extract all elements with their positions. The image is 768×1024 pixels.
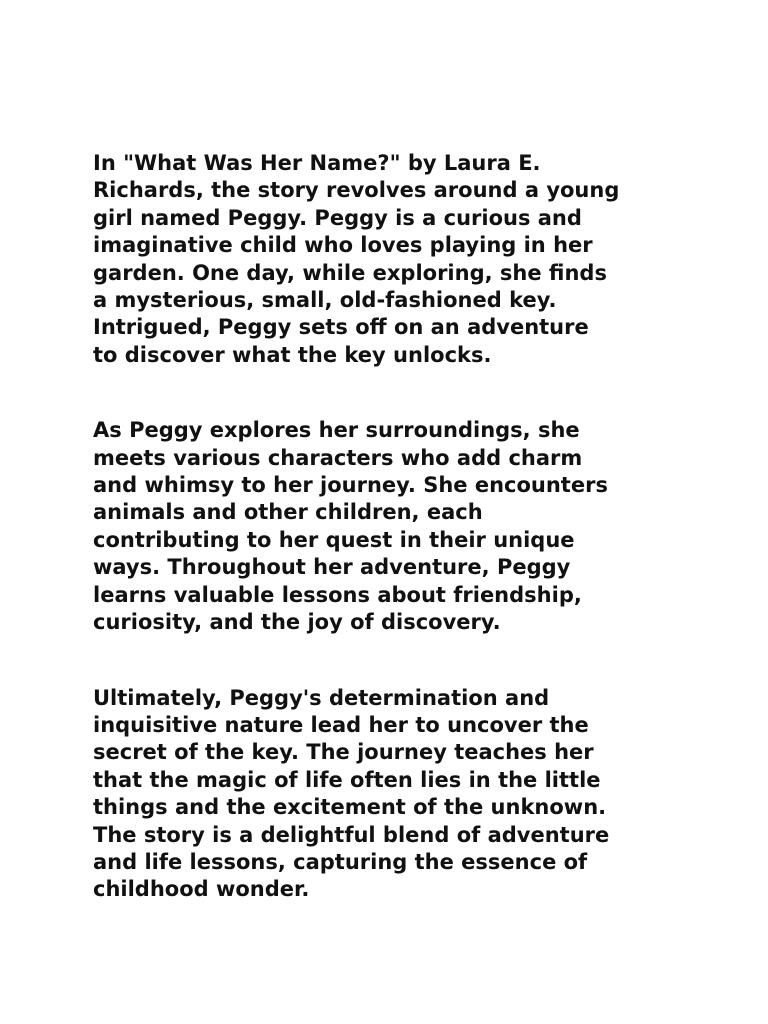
document-body [93, 150, 693, 904]
paragraph-conclusion: Ultimately, Peggy's determination and inquisitive nature lead her to uncover the secret of the key. The journey teaches her that the magic of life often lies in the little things and the excitement of the unknown. The story is a delightful blend of adventure and life lessons, capturing the essence of childhood wonder. [93, 685, 610, 902]
paragraph-intro: In "What Was Her Name?" by Laura E. Richards, the story revolves around a young girl named Peggy. Peggy is a curious and imaginative child who loves playing in her garden. One day, while exploring, she finds a mysterious, small, old-fashioned key. Intrigued, Peggy sets off on an adventure to discover what the key unlocks. [93, 151, 620, 367]
paragraph-journey: As Peggy explores her surroundings, she meets various characters who add charm and whimsy to her journey. She encounters animals and other children, each contributing to her quest in their unique ways. Throughout her adventure, Peggy learns valuable lessons about friendship, curiosity, and the joy of discovery. [93, 418, 608, 635]
